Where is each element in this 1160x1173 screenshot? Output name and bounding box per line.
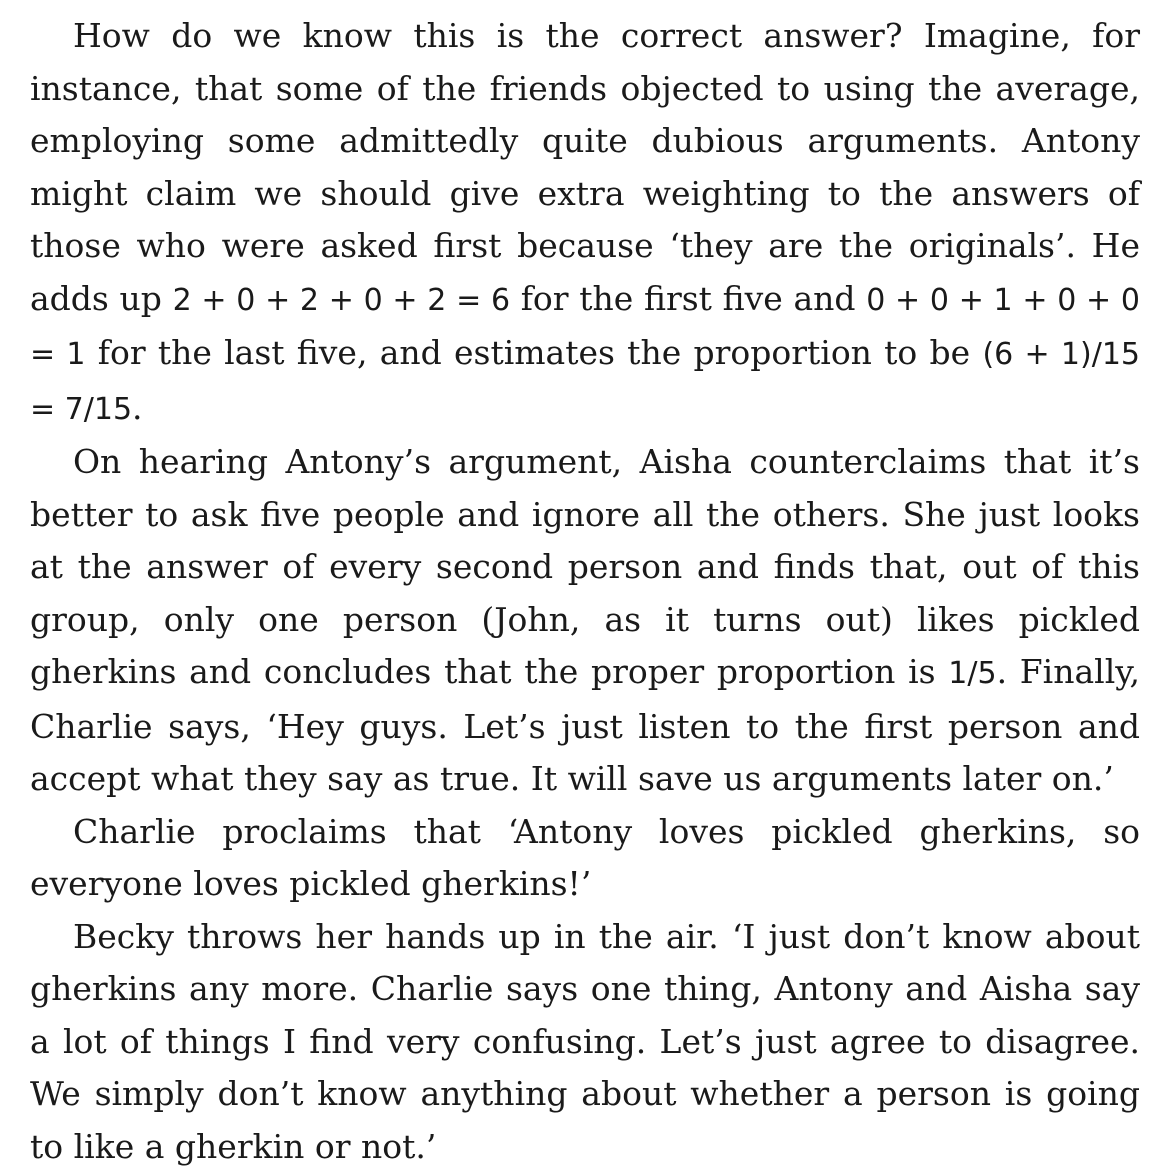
paragraph-2	[30, 436, 1140, 806]
math-sum-last-five: 0 + 0 + 1 + 0 + 0 = 1	[30, 283, 1140, 373]
paragraph-1	[30, 10, 1140, 436]
math-proportion-aisha: 1/5	[948, 656, 996, 691]
text-run: . Finally, Charlie says, ‘Hey guys. Let’s just listen to the first person and accept what they say as true. It will save us arguments later on.’	[30, 652, 1140, 798]
math-sum-first-five: 2 + 0 + 2 + 0 + 2 = 6	[173, 283, 510, 318]
paragraph-4: Becky throws her hands up in the air. ‘I just don’t know about gherkins any more. Charlie says one thing, Antony and Aisha say a lot of things I find very confusing. Let’s just agree to disagree. We simply don’t know anything about whether a person is going to like a gherkin or not.’	[30, 911, 1140, 1173]
book-page	[30, 10, 1140, 1173]
text-run: How do we know this is the correct answer? Imagine, for instance, that some of the friends objected to using the average, employing some admittedly quite dubious arguments. Antony might claim we should give extra weighting to the answers of those who were asked first because ‘they are the originals’. He adds up	[30, 16, 1140, 318]
paragraph-3: Charlie proclaims that ‘Antony loves pickled gherkins, so everyone loves pickled gherkins!’	[30, 806, 1140, 911]
text-run: for the last five, and estimates the proportion to be	[86, 333, 983, 372]
text-run: .	[132, 388, 143, 427]
text-run: for the first five and	[510, 279, 866, 318]
math-proportion-estimate: (6 + 1)/15 = 7/15	[30, 337, 1140, 427]
text-run: On hearing Antony’s argument, Aisha counterclaims that it’s better to ask five people and ignore all the others. She just looks at the answer of every second person and finds that, out of this group, only one person (John, as it turns out) likes pickled gherkins and concludes that the proper proportion is	[30, 442, 1140, 691]
